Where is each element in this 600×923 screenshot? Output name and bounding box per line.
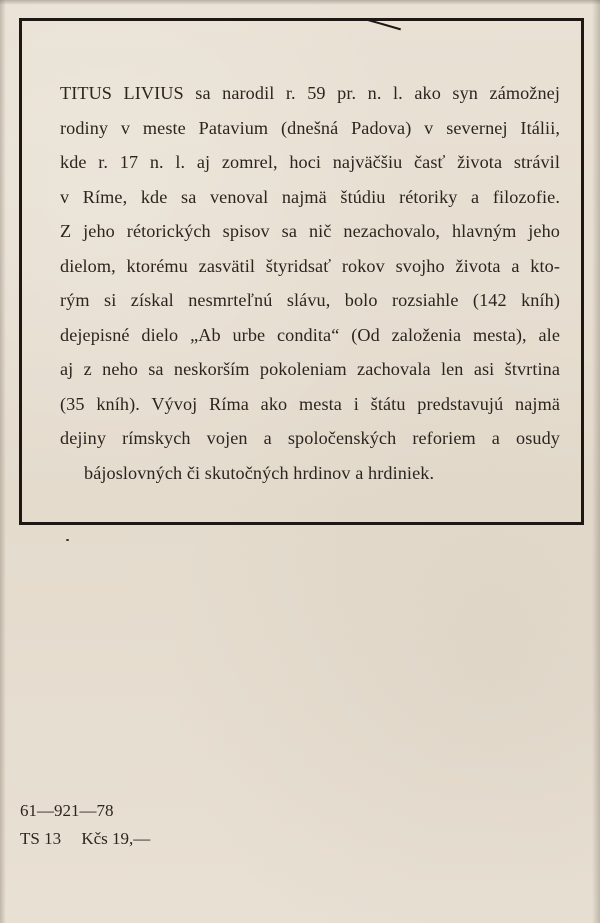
description-line: v Ríme, kde sa venoval najmä štúdiu rétoriky a filozofie.: [60, 186, 560, 207]
ink-dot: [66, 539, 69, 541]
description-line: (35 kníh). Vývoj Ríma ako mesta i štátu predstavujú najmä: [60, 393, 560, 414]
description-line: TITUS LIVIUS sa narodil r. 59 pr. n. l. ako syn zámožnej: [60, 83, 560, 103]
description-line: aj z neho sa neskorším pokoleniam zachovala len asi štvrtina: [60, 359, 560, 379]
price-label: Kčs 19,—: [81, 829, 151, 848]
description-line: Z jeho rétorických spisov sa nič nezachovalo, hlavným jeho: [60, 221, 560, 241]
catalog-code: 61—921—78: [20, 801, 114, 820]
description-line: dielom, ktorému zasvätil štyridsať rokov svojho života a kto-: [60, 255, 560, 276]
description-line: rodiny v meste Patavium (dnešná Padova) v severnej Itálii,: [60, 117, 560, 138]
top-edge-shadow: [0, 0, 600, 5]
author-description: [60, 76, 560, 490]
left-edge-shadow: [0, 0, 6, 923]
right-edge-shadow: [592, 0, 600, 923]
description-line: dejiny rímskych vojen a spoločenských reforiem a osudy: [60, 428, 560, 448]
description-line: rým si získal nesmrteľnú slávu, bolo rozsiahle (142 kníh): [60, 290, 560, 310]
catalog-price-row: [20, 825, 150, 853]
description-line: kde r. 17 n. l. aj zomrel, hoci najväčšiu časť života strávil: [60, 152, 560, 172]
description-line: bájoslovných či skutočných hrdinov a hrdiniek.: [84, 462, 435, 483]
description-line: dejepisné dielo „Ab urbe condita“ (Od založenia mesta), ale: [60, 324, 560, 345]
catalog-info: [20, 797, 150, 853]
frame-pen-mark: [368, 13, 402, 27]
ts-code: TS 13: [20, 829, 62, 848]
